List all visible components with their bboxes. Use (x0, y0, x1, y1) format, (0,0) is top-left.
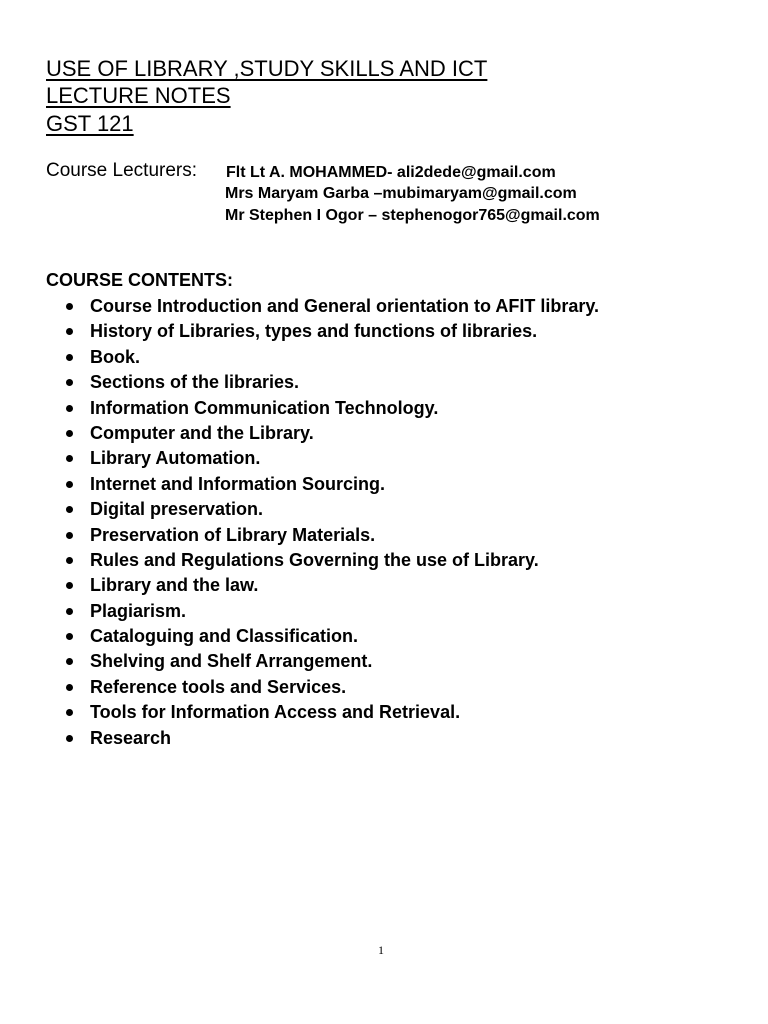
list-item-text: Library Automation. (90, 448, 261, 469)
bullet-icon (66, 430, 73, 437)
bullet-icon (66, 582, 73, 589)
list-item (62, 599, 599, 624)
document-title-line-1: USE OF LIBRARY ,STUDY SKILLS AND ICT (46, 56, 488, 81)
list-item (62, 497, 599, 522)
bullet-icon (66, 303, 73, 310)
lecturer-entry: Mrs Maryam Garba –mubimaryam@gmail.com (225, 185, 577, 202)
list-item-text: Sections of the libraries. (90, 372, 300, 393)
list-item-text: Digital preservation. (90, 499, 264, 520)
list-item-text: History of Libraries, types and functions of libraries. (90, 321, 538, 342)
list-item (62, 624, 599, 649)
list-item-text: Plagiarism. (90, 600, 187, 621)
bullet-icon (66, 506, 73, 513)
list-item-text: Rules and Regulations Governing the use of Library. (90, 549, 539, 570)
list-item (62, 726, 599, 751)
document-title-line-3: GST 121 (46, 111, 134, 136)
list-item (62, 700, 599, 725)
list-item (62, 649, 599, 674)
list-item (62, 548, 599, 573)
list-item-text: Computer and the Library. (90, 422, 314, 443)
bullet-icon (66, 455, 73, 462)
bullet-icon (66, 354, 73, 361)
list-item (62, 421, 599, 446)
list-item-text: Tools for Information Access and Retrieval. (90, 702, 461, 723)
bullet-icon (66, 684, 73, 691)
list-item-text: Internet and Information Sourcing. (90, 473, 386, 494)
bullet-icon (66, 379, 73, 386)
list-item-text: Book. (90, 346, 141, 367)
list-item (62, 319, 599, 344)
bullet-icon (66, 405, 73, 412)
list-item-text: Cataloguing and Classification. (90, 626, 359, 647)
page-number: 1 (378, 943, 384, 957)
list-item (62, 345, 599, 370)
lecturer-entry: Flt Lt A. MOHAMMED- ali2dede@gmail.com (226, 164, 556, 181)
list-item (62, 294, 599, 319)
list-item-text: Information Communication Technology. (90, 397, 439, 418)
bullet-icon (66, 328, 73, 335)
course-lecturers-label: Course Lecturers: (46, 160, 198, 181)
bullet-icon (66, 532, 73, 539)
list-item (62, 523, 599, 548)
bullet-icon (66, 735, 73, 742)
list-item (62, 573, 599, 598)
list-item (62, 446, 599, 471)
bullet-icon (66, 658, 73, 665)
bullet-icon (66, 481, 73, 488)
bullet-icon (66, 557, 73, 564)
bullet-icon (66, 608, 73, 615)
list-item-text: Reference tools and Services. (90, 676, 347, 697)
document-title-line-2: LECTURE NOTES (46, 83, 231, 108)
list-item-text: Research (90, 727, 172, 748)
list-item-text: Course Introduction and General orientation to AFIT library. (90, 296, 600, 316)
lecturer-entry: Mr Stephen I Ogor – stephenogor765@gmail.com (225, 207, 600, 224)
list-item (62, 370, 599, 395)
list-item (62, 396, 599, 421)
list-item (62, 472, 599, 497)
list-item-text: Preservation of Library Materials. (90, 524, 376, 545)
list-item-text: Library and the law. (90, 575, 259, 596)
list-item-text: Shelving and Shelf Arrangement. (90, 651, 373, 672)
list-item (62, 675, 599, 700)
bullet-icon (66, 633, 73, 640)
course-contents-list (62, 294, 599, 751)
course-contents-heading: COURSE CONTENTS: (46, 270, 234, 290)
bullet-icon (66, 709, 73, 716)
